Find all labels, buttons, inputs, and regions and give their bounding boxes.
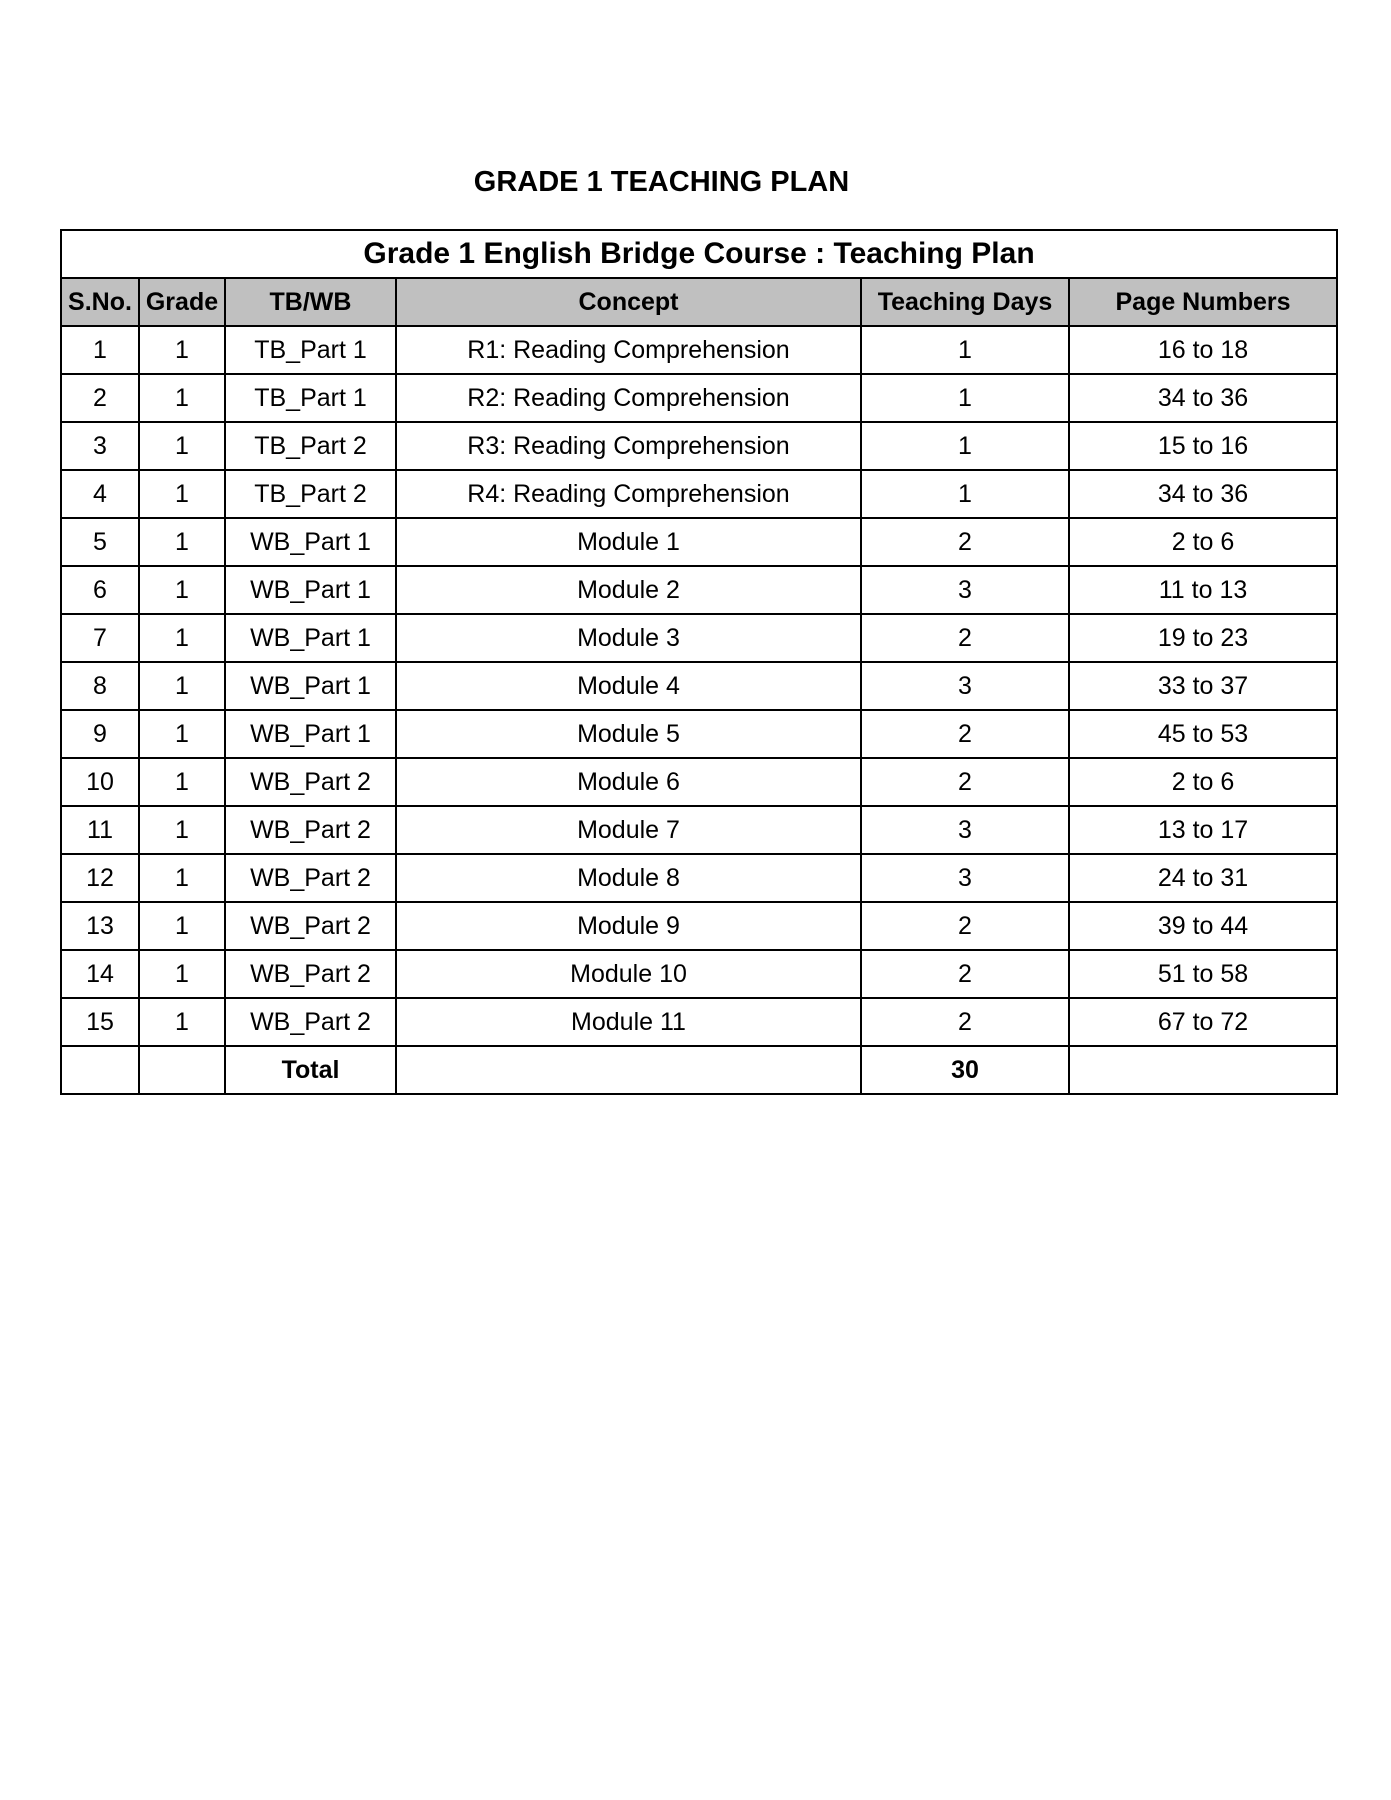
cell-tbwb: WB_Part 2: [225, 950, 396, 998]
table-row: [61, 902, 1337, 950]
header-concept: Concept: [396, 278, 861, 326]
cell-grade: 1: [139, 614, 225, 662]
total-days: 30: [861, 1046, 1069, 1094]
cell-concept: Module 8: [396, 854, 861, 902]
cell-concept: R2: Reading Comprehension: [396, 374, 861, 422]
cell-page-numbers: 45 to 53: [1069, 710, 1337, 758]
cell-sno: 4: [61, 470, 139, 518]
cell-page-numbers: 2 to 6: [1069, 758, 1337, 806]
cell-concept: R4: Reading Comprehension: [396, 470, 861, 518]
cell-tbwb: TB_Part 2: [225, 470, 396, 518]
cell-tbwb: WB_Part 1: [225, 518, 396, 566]
total-empty-cell: [396, 1046, 861, 1094]
table-row: [61, 710, 1337, 758]
cell-concept: Module 3: [396, 614, 861, 662]
cell-grade: 1: [139, 902, 225, 950]
cell-grade: 1: [139, 998, 225, 1046]
cell-grade: 1: [139, 950, 225, 998]
cell-concept: Module 11: [396, 998, 861, 1046]
cell-teaching-days: 3: [861, 854, 1069, 902]
total-row: [61, 1046, 1337, 1094]
cell-teaching-days: 2: [861, 998, 1069, 1046]
cell-teaching-days: 1: [861, 422, 1069, 470]
cell-page-numbers: 16 to 18: [1069, 326, 1337, 374]
table-caption-row: [61, 230, 1337, 278]
total-empty-cell: [1069, 1046, 1337, 1094]
cell-teaching-days: 3: [861, 566, 1069, 614]
header-tbwb: TB/WB: [225, 278, 396, 326]
table-row: [61, 950, 1337, 998]
cell-tbwb: WB_Part 2: [225, 806, 396, 854]
cell-sno: 2: [61, 374, 139, 422]
cell-sno: 6: [61, 566, 139, 614]
cell-teaching-days: 2: [861, 710, 1069, 758]
cell-grade: 1: [139, 518, 225, 566]
cell-page-numbers: 2 to 6: [1069, 518, 1337, 566]
cell-tbwb: WB_Part 2: [225, 854, 396, 902]
cell-sno: 8: [61, 662, 139, 710]
header-page-numbers: Page Numbers: [1069, 278, 1337, 326]
header-teaching-days: Teaching Days: [861, 278, 1069, 326]
cell-teaching-days: 2: [861, 902, 1069, 950]
cell-sno: 13: [61, 902, 139, 950]
cell-concept: Module 6: [396, 758, 861, 806]
cell-concept: R1: Reading Comprehension: [396, 326, 861, 374]
cell-grade: 1: [139, 470, 225, 518]
header-sno: S.No.: [61, 278, 139, 326]
table-row: [61, 470, 1337, 518]
table-caption: Grade 1 English Bridge Course : Teaching Plan: [61, 230, 1337, 278]
cell-page-numbers: 11 to 13: [1069, 566, 1337, 614]
cell-concept: R3: Reading Comprehension: [396, 422, 861, 470]
total-label: Total: [225, 1046, 396, 1094]
cell-teaching-days: 3: [861, 806, 1069, 854]
cell-concept: Module 7: [396, 806, 861, 854]
cell-concept: Module 1: [396, 518, 861, 566]
cell-tbwb: WB_Part 1: [225, 566, 396, 614]
cell-concept: Module 5: [396, 710, 861, 758]
cell-tbwb: WB_Part 2: [225, 758, 396, 806]
cell-page-numbers: 34 to 36: [1069, 374, 1337, 422]
cell-sno: 12: [61, 854, 139, 902]
cell-page-numbers: 34 to 36: [1069, 470, 1337, 518]
cell-sno: 9: [61, 710, 139, 758]
cell-grade: 1: [139, 662, 225, 710]
cell-sno: 5: [61, 518, 139, 566]
cell-sno: 10: [61, 758, 139, 806]
cell-tbwb: WB_Part 2: [225, 998, 396, 1046]
cell-concept: Module 4: [396, 662, 861, 710]
table-row: [61, 662, 1337, 710]
table-row: [61, 614, 1337, 662]
cell-sno: 7: [61, 614, 139, 662]
table-header-row: [61, 278, 1337, 326]
table-row: [61, 806, 1337, 854]
cell-page-numbers: 39 to 44: [1069, 902, 1337, 950]
table-row: [61, 758, 1337, 806]
cell-page-numbers: 67 to 72: [1069, 998, 1337, 1046]
teaching-plan-table: [60, 229, 1338, 1095]
table-row: [61, 854, 1337, 902]
table-row: [61, 422, 1337, 470]
cell-teaching-days: 3: [861, 662, 1069, 710]
total-empty-cell: [139, 1046, 225, 1094]
cell-grade: 1: [139, 374, 225, 422]
cell-tbwb: TB_Part 1: [225, 374, 396, 422]
cell-tbwb: WB_Part 2: [225, 902, 396, 950]
cell-grade: 1: [139, 326, 225, 374]
cell-teaching-days: 2: [861, 518, 1069, 566]
cell-teaching-days: 1: [861, 326, 1069, 374]
total-empty-cell: [61, 1046, 139, 1094]
cell-grade: 1: [139, 422, 225, 470]
cell-tbwb: WB_Part 1: [225, 662, 396, 710]
page-title: GRADE 1 TEACHING PLAN: [473, 166, 850, 198]
cell-teaching-days: 2: [861, 614, 1069, 662]
cell-concept: Module 9: [396, 902, 861, 950]
cell-page-numbers: 19 to 23: [1069, 614, 1337, 662]
cell-page-numbers: 51 to 58: [1069, 950, 1337, 998]
table-row: [61, 518, 1337, 566]
table-body: [61, 326, 1337, 1094]
table-row: [61, 566, 1337, 614]
cell-tbwb: WB_Part 1: [225, 614, 396, 662]
cell-sno: 15: [61, 998, 139, 1046]
cell-page-numbers: 24 to 31: [1069, 854, 1337, 902]
cell-teaching-days: 2: [861, 758, 1069, 806]
cell-teaching-days: 1: [861, 374, 1069, 422]
cell-grade: 1: [139, 806, 225, 854]
cell-grade: 1: [139, 854, 225, 902]
cell-tbwb: TB_Part 1: [225, 326, 396, 374]
cell-grade: 1: [139, 758, 225, 806]
cell-tbwb: TB_Part 2: [225, 422, 396, 470]
cell-page-numbers: 15 to 16: [1069, 422, 1337, 470]
cell-concept: Module 2: [396, 566, 861, 614]
cell-grade: 1: [139, 710, 225, 758]
cell-page-numbers: 13 to 17: [1069, 806, 1337, 854]
table-row: [61, 998, 1337, 1046]
cell-tbwb: WB_Part 1: [225, 710, 396, 758]
table-row: [61, 374, 1337, 422]
header-grade: Grade: [139, 278, 225, 326]
cell-page-numbers: 33 to 37: [1069, 662, 1337, 710]
cell-teaching-days: 2: [861, 950, 1069, 998]
cell-grade: 1: [139, 566, 225, 614]
cell-sno: 11: [61, 806, 139, 854]
cell-sno: 1: [61, 326, 139, 374]
table-row: [61, 326, 1337, 374]
cell-sno: 14: [61, 950, 139, 998]
cell-teaching-days: 1: [861, 470, 1069, 518]
cell-concept: Module 10: [396, 950, 861, 998]
cell-sno: 3: [61, 422, 139, 470]
